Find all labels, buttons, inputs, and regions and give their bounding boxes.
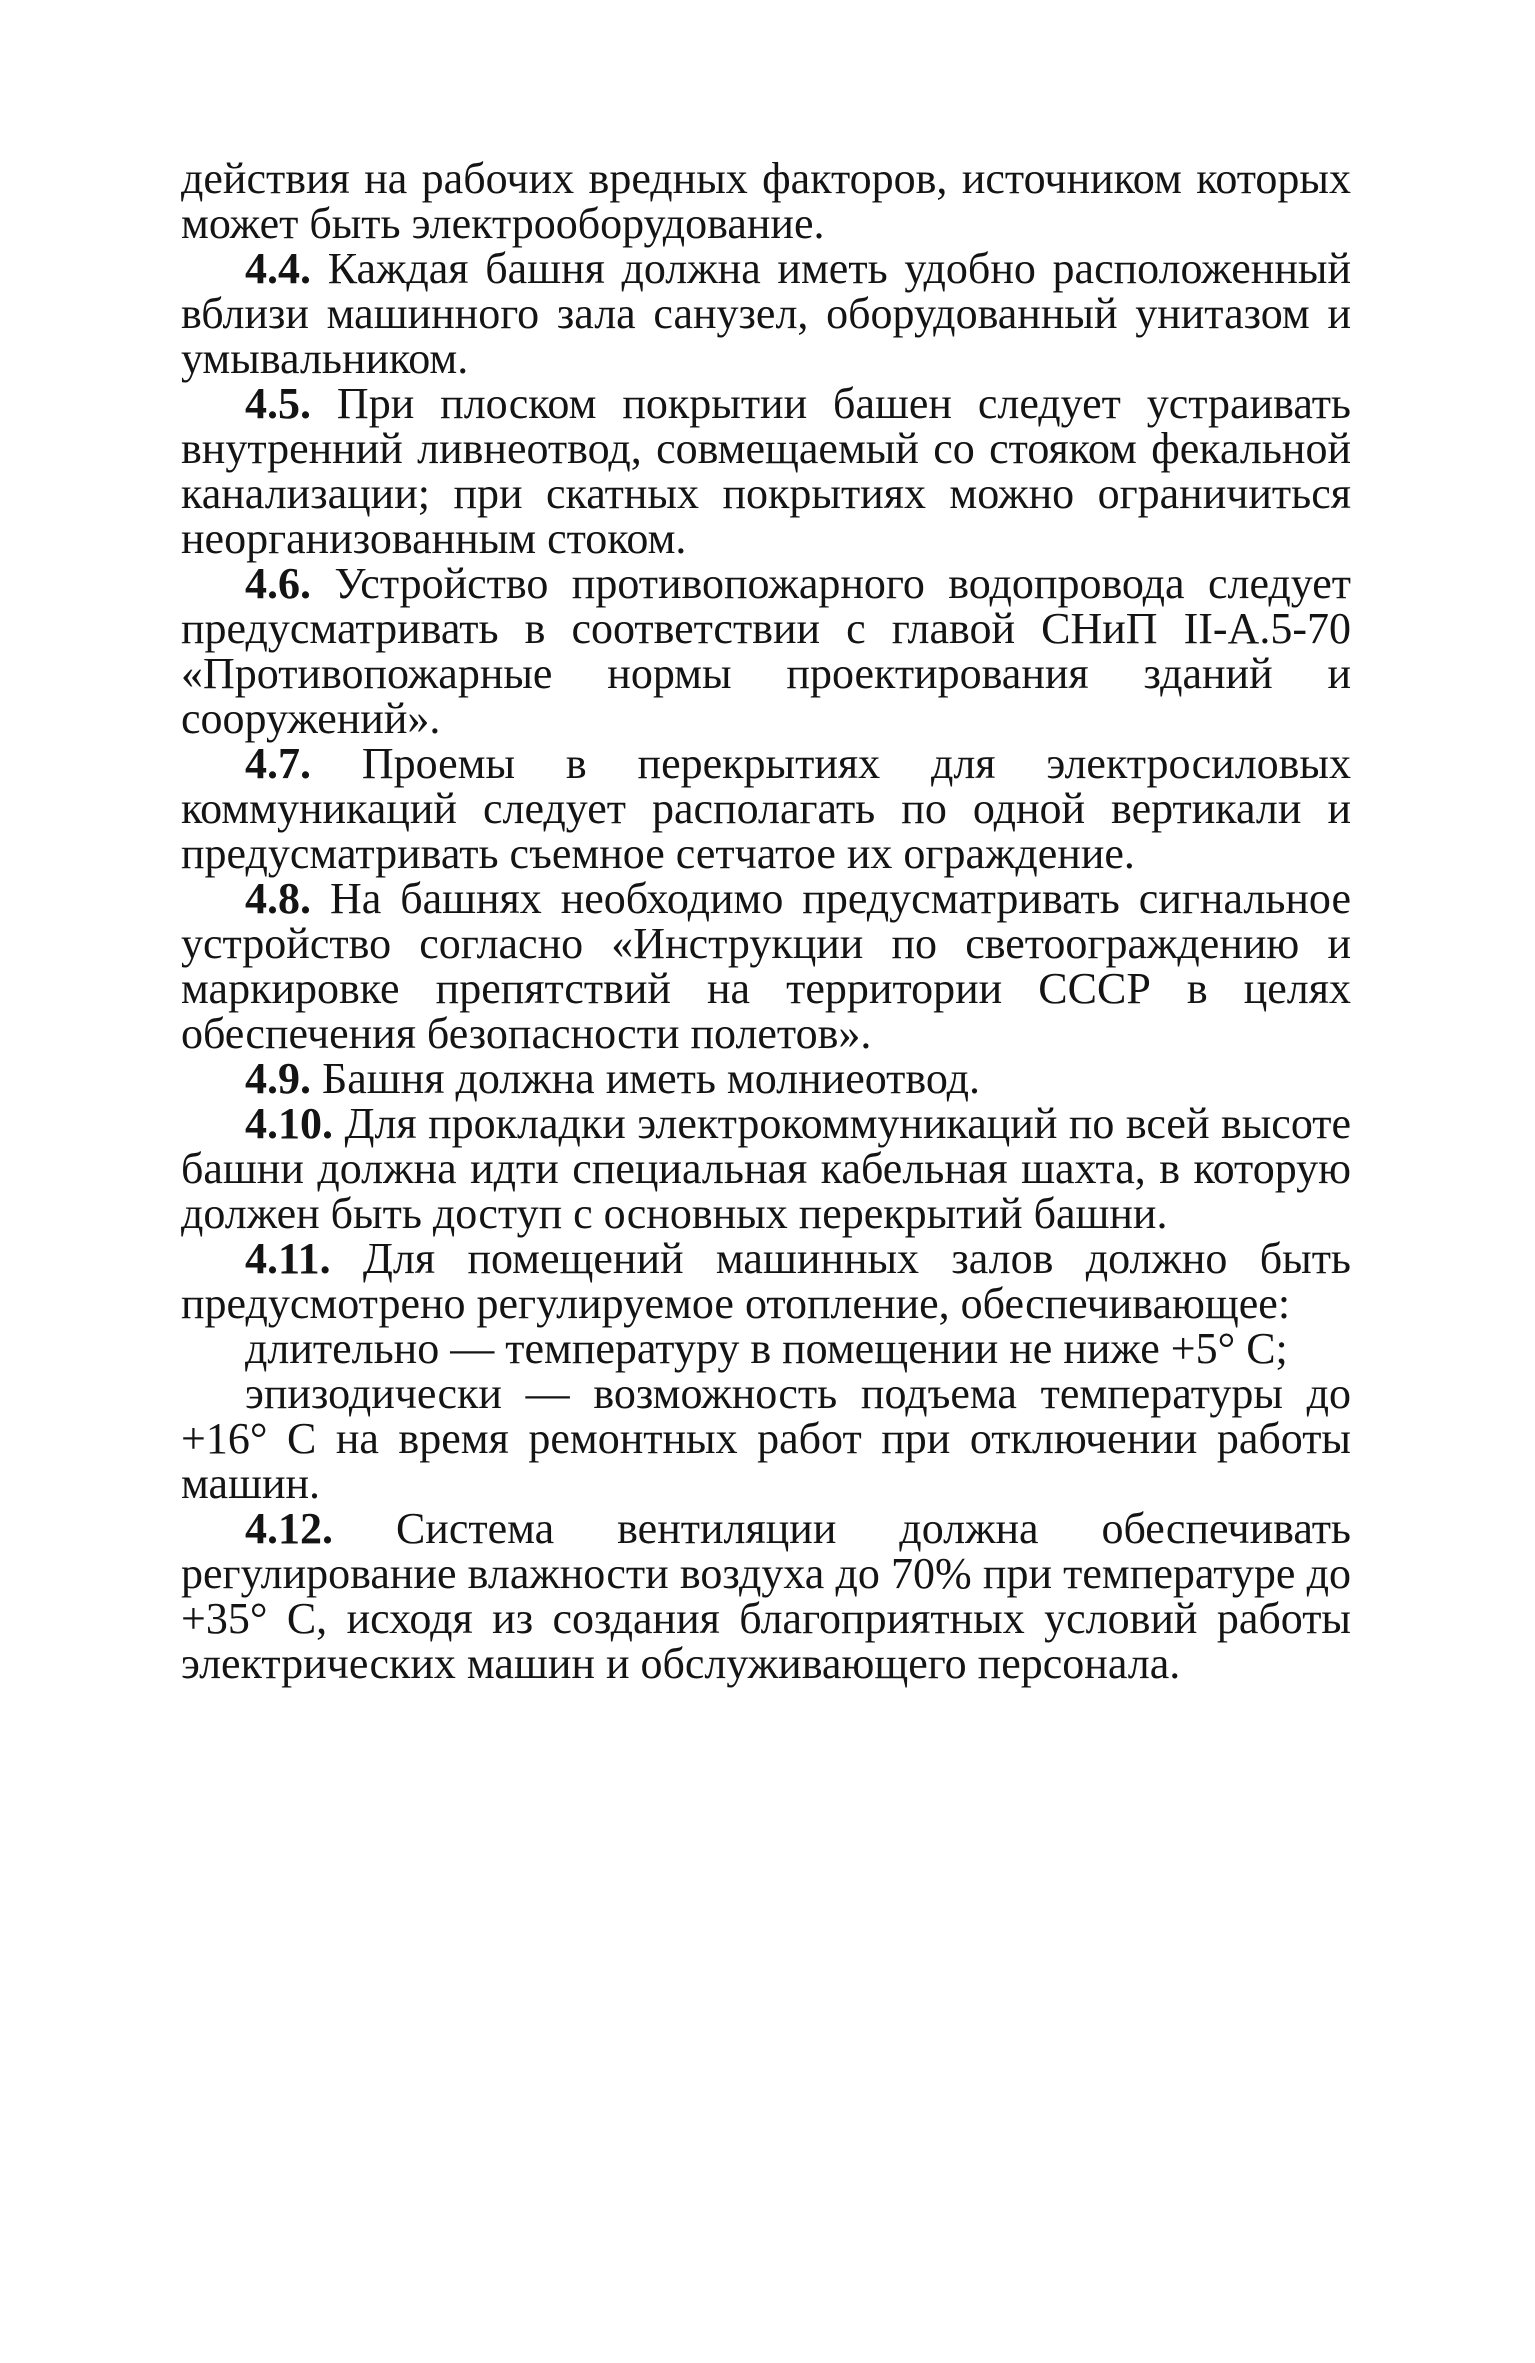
item-number: 4.7. xyxy=(245,739,311,788)
item-text: При плоском покрытии башен следует устраивать внутренний ливнеотвод, совмещаемый со стояком фекальной канализации; при скатных покрытиях можно ограничиться неорганизованным стоком. xyxy=(181,379,1351,563)
item-4-9 xyxy=(181,1056,1351,1101)
document-page xyxy=(181,156,1351,1686)
item-4-8 xyxy=(181,876,1351,1056)
item-4-5 xyxy=(181,381,1351,561)
item-4-4 xyxy=(181,246,1351,381)
item-number: 4.6. xyxy=(245,559,311,608)
item-number: 4.4. xyxy=(245,244,311,293)
intro-paragraph: действия на рабочих вредных факторов, источником которых может быть электрооборудование. xyxy=(181,154,1351,248)
sub-item-continuous: длительно — температуру в помещении не ниже +5° С; xyxy=(245,1324,1288,1373)
item-number: 4.10. xyxy=(245,1099,333,1148)
item-number: 4.11. xyxy=(245,1234,331,1283)
item-text: Система вентиляции должна обеспечивать регулирование влажности воздуха до 70% при температуре до +35° С, исходя из создания благоприятных условий работы электрических машин и обслуживающего персонала. xyxy=(181,1504,1351,1688)
item-number: 4.9. xyxy=(245,1054,311,1103)
item-text: Устройство противопожарного водопровода следует предусматривать в соответствии с главой СНиП II-А.5-70 «Противопожарные нормы проектирования зданий и сооружений». xyxy=(181,559,1351,743)
item-4-10 xyxy=(181,1101,1351,1236)
item-4-7 xyxy=(181,741,1351,876)
item-4-6 xyxy=(181,561,1351,741)
item-text: Каждая башня должна иметь удобно расположенный вблизи машинного зала санузел, оборудованный унитазом и умывальником. xyxy=(181,244,1351,383)
item-4-11 xyxy=(181,1236,1351,1326)
item-4-12 xyxy=(181,1506,1351,1686)
sub-item-episodic: эпизодически — возможность подъема температуры до +16° С на время ремонтных работ при отключении работы машин. xyxy=(181,1369,1351,1508)
item-number: 4.5. xyxy=(245,379,311,428)
item-text: Для прокладки электрокоммуникаций по всей высоте башни должна идти специальная кабельная шахта, в которую должен быть доступ с основных перекрытий башни. xyxy=(181,1099,1351,1238)
item-text: Башня должна иметь молниеотвод. xyxy=(322,1054,981,1103)
item-number: 4.12. xyxy=(245,1504,333,1553)
item-text: На башнях необходимо предусматривать сигнальное устройство согласно «Инструкции по светоограждению и маркировке препятствий на территории СССР в целях обеспечения безопасности полетов». xyxy=(181,874,1351,1058)
item-number: 4.8. xyxy=(245,874,311,923)
item-text: Для помещений машинных залов должно быть предусмотрено регулируемое отопление, обеспечивающее: xyxy=(181,1234,1352,1328)
item-text: Проемы в перекрытиях для электросиловых коммуникаций следует располагать по одной вертикали и предусматривать съемное сетчатое их ограждение. xyxy=(181,739,1351,878)
